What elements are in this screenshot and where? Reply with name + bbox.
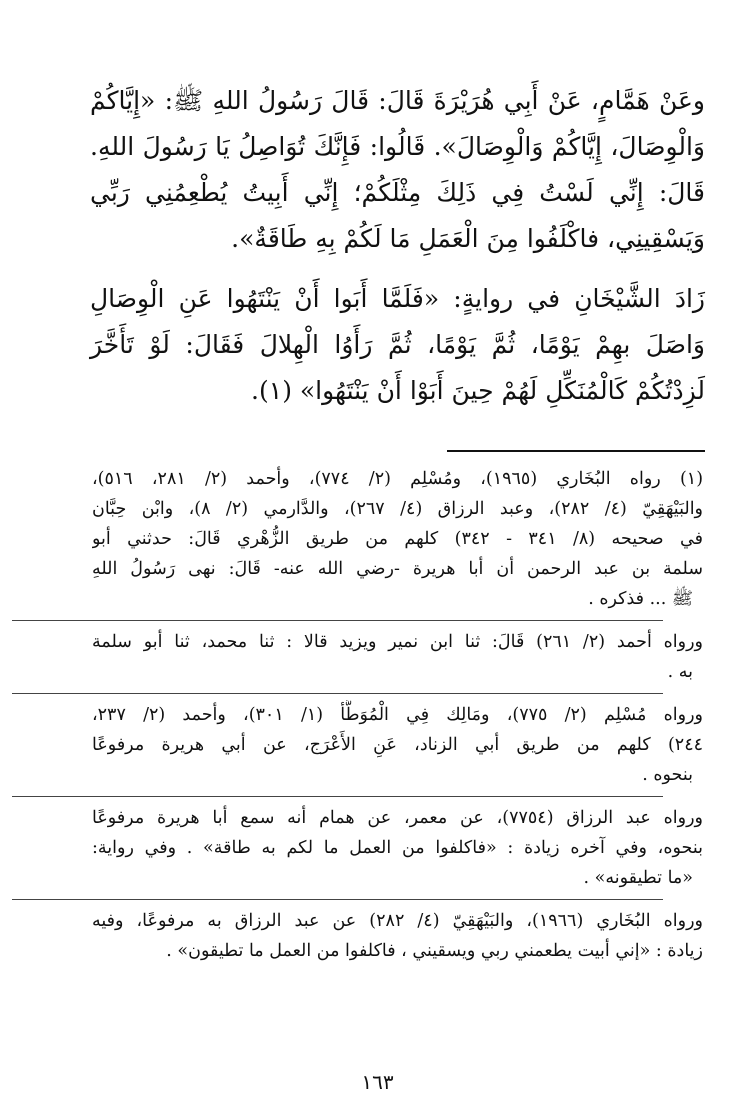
footnote-line: في صحيحه (٨/ ٣٤١ - ٣٤٢) كلهم من طريق الزُّهْري قَالَ: حدثني أبو bbox=[92, 529, 703, 549]
footnote-line: والبَيْهَقِيّ (٤/ ٢٨٢)، وعبد الرزاق (٤/ ٢٦٧)، والدَّارمي (٢/ ٨)، وابْن حِبَّان bbox=[92, 499, 703, 519]
hadith-paragraph: وعَنْ هَمَّامٍ، عَنْ أَبِي هُرَيْرَةَ قَالَ: قَالَ رَسُولُ اللهِ ﷺ: «إِيَّاكُمْ وَالْوِصَالَ، إِيَّاكُمْ وَالْوِصَالَ». قَالُوا: فَإِنَّكَ تُوَاصِلُ يَا رَسُولَ اللهِ. قَالَ: إِنِّي لَسْتُ فِي ذَلِكَ مِثْلَكُمْ؛ إِنِّي أَبِيتُ يُطْعِمُنِي رَبِّي وَيَسْقِينِي، فاكْلَفُوا مِنَ الْعَمَلِ مَا لَكُمْ بِهِ طَاقَةٌ». bbox=[90, 86, 705, 253]
footnote-line: ورواه مُسْلِم (٢/ ٧٧٥)، ومَالِك فِي الْمُوَطَّأ (١/ ٣٠١)، وأحمد (٢/ ٢٣٧، bbox=[92, 705, 703, 725]
footnote-line: (١) رواه البُخَاري (١٩٦٥)، ومُسْلِم (٢/ ٧٧٤)، وأحمد (٢/ ٢٨١، ٥١٦)، bbox=[92, 469, 703, 489]
footnote-5 bbox=[92, 904, 703, 970]
footnote-line: سلمة بن عبد الرحمن أن أبا هريرة -رضي الله عنه- قَالَ: نهى رَسُولُ اللهِ bbox=[92, 559, 703, 579]
footnote-separator bbox=[12, 899, 663, 900]
footnote-line: ورواه أحمد (٢/ ٢٦١) قَالَ: ثنا ابن نمير ويزيد قالا : ثنا محمد، ثنا أبو سلمة bbox=[92, 632, 703, 652]
footnote-reference: (١). bbox=[251, 376, 300, 405]
main-text bbox=[90, 78, 705, 414]
footnote-divider bbox=[447, 450, 705, 452]
footnote-line: ﷺ ... فذكره . bbox=[588, 589, 693, 609]
footnote-line: زيادة : «إني أبيت يطعمني ربي ويسقيني ، فاكلفوا من العمل ما تطيقون» . bbox=[166, 941, 703, 961]
footnote-separator bbox=[12, 620, 663, 621]
footnote-line: ورواه عبد الرزاق (٧٧٥٤)، عن معمر، عن همام أنه سمع أبا هريرة مرفوعًا bbox=[92, 808, 703, 828]
footnote-4 bbox=[92, 801, 703, 897]
footnote-line: به . bbox=[667, 662, 693, 682]
footnote-line: بنحوه، وفي آخره زيادة : «فاكلفوا من العمل ما لكم به طاقة» . وفي رواية: bbox=[92, 838, 703, 858]
footnote-line: «ما تطيقونه» . bbox=[583, 868, 693, 888]
footnote-line: بنحوه . bbox=[642, 765, 693, 785]
additional-narration-text: زَادَ الشَّيْخَانِ في روايةٍ: «فَلَمَّا أَبَوا أَنْ يَنْتَهُوا عَنِ الْوِصَالِ وَاصَلَ بهِمْ يَوْمًا، ثُمَّ يَوْمًا، ثُمَّ رَأَوُا الْهِلالَ فَقَالَ: لَوْ تَأَخَّرَ لَزِدْتُكُمْ كَالْمُنَكِّلِ لَهُمْ حِينَ أَبَوْا أَنْ يَنْتَهُوا» bbox=[90, 284, 705, 405]
footnote-2 bbox=[92, 625, 703, 691]
footnote-line: ٢٤٤) كلهم من طريق أبي الزناد، عَنِ الأَعْرَج، عن أبي هريرة مرفوعًا bbox=[92, 735, 703, 755]
footnote-separator bbox=[12, 693, 663, 694]
footnote-line: ورواه البُخَاري (١٩٦٦)، والبَيْهَقِيّ (٤/ ٢٨٢) عن عبد الرزاق به مرفوعًا، وفيه bbox=[92, 911, 703, 931]
footnote-3 bbox=[92, 698, 703, 794]
additional-narration-paragraph bbox=[90, 276, 705, 414]
page-number: ١٦٣ bbox=[361, 1070, 394, 1094]
footnotes bbox=[92, 462, 703, 970]
footnote-1 bbox=[92, 462, 703, 618]
footnote-separator bbox=[12, 796, 663, 797]
